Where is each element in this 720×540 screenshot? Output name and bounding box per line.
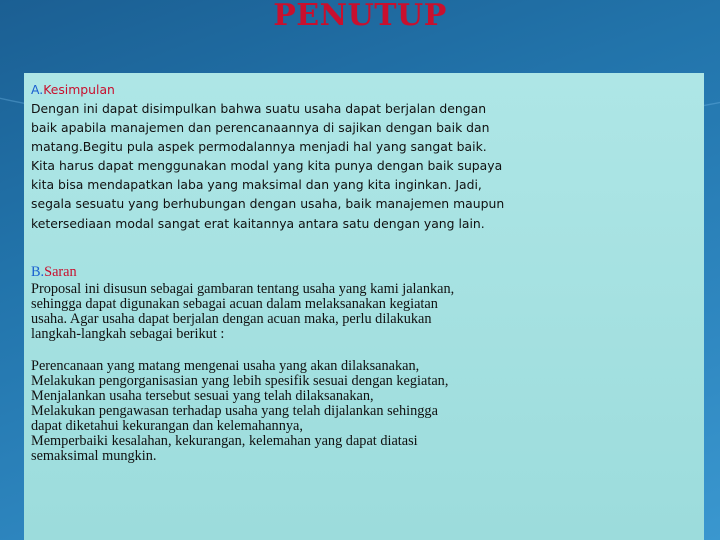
slide-title: PENUTUP bbox=[273, 0, 447, 33]
section-b-step-line: Melakukan pengawasan terhadap usaha yang telah dijalankan sehingga bbox=[31, 403, 438, 419]
section-a-heading bbox=[31, 80, 551, 99]
section-b-step-line: dapat diketahui kekurangan dan kelemahannya, bbox=[31, 418, 303, 434]
section-a-line: kita bisa mendapatkan laba yang maksimal dan yang kita inginkan. Jadi, bbox=[31, 177, 482, 193]
section-b-step-line: Menjalankan usaha tersebut sesuai yang telah dilaksanakan, bbox=[31, 388, 374, 404]
section-a-line: Kita harus dapat menggunakan modal yang kita punya dengan baik supaya bbox=[31, 158, 503, 174]
section-a-line: baik apabila manajemen dan perencanaannya di sajikan dengan baik dan bbox=[31, 120, 490, 136]
section-b-intro-line: usaha. Agar usaha dapat berjalan dengan acuan maka, perlu dilakukan bbox=[31, 311, 432, 327]
section-a-line: matang.Begitu pula aspek permodalannya menjadi hal yang sangat baik. bbox=[31, 139, 487, 155]
section-a-line: ketersediaan modal sangat erat kaitannya antara satu dengan yang lain. bbox=[31, 215, 485, 231]
section-b-letter: B. bbox=[31, 264, 45, 280]
section-b-step-line: Melakukan pengorganisasian yang lebih spesifik sesuai dengan kegiatan, bbox=[31, 373, 449, 389]
section-b-intro-line: langkah-langkah sebagai berikut : bbox=[31, 326, 225, 342]
section-b-step-line: semaksimal mungkin. bbox=[31, 448, 157, 464]
section-saran bbox=[31, 265, 571, 464]
section-b-intro-line: Proposal ini disusun sebagai gambaran tentang usaha yang kami jalankan, bbox=[31, 281, 455, 297]
section-a-line: Dengan ini dapat disimpulkan bahwa suatu usaha dapat berjalan dengan bbox=[31, 101, 487, 116]
paragraph-gap bbox=[31, 342, 571, 359]
section-b-step-line: Perencanaan yang matang mengenai usaha yang akan dilaksanakan, bbox=[31, 358, 420, 374]
section-a-letter: A. bbox=[31, 82, 44, 97]
section-a-line: segala sesuatu yang berhubungan dengan usaha, baik manajemen maupun bbox=[31, 196, 505, 212]
section-kesimpulan bbox=[31, 80, 551, 233]
section-b-heading bbox=[31, 265, 571, 280]
section-b-step-line: Memperbaiki kesalahan, kekurangan, kelemahan yang dapat diatasi bbox=[31, 433, 418, 449]
section-b-title: Saran bbox=[44, 264, 77, 280]
section-a-title: Kesimpulan bbox=[43, 82, 115, 97]
section-b-intro-line: sehingga dapat digunakan sebagai acuan dalam melaksanakan kegiatan bbox=[31, 296, 438, 312]
